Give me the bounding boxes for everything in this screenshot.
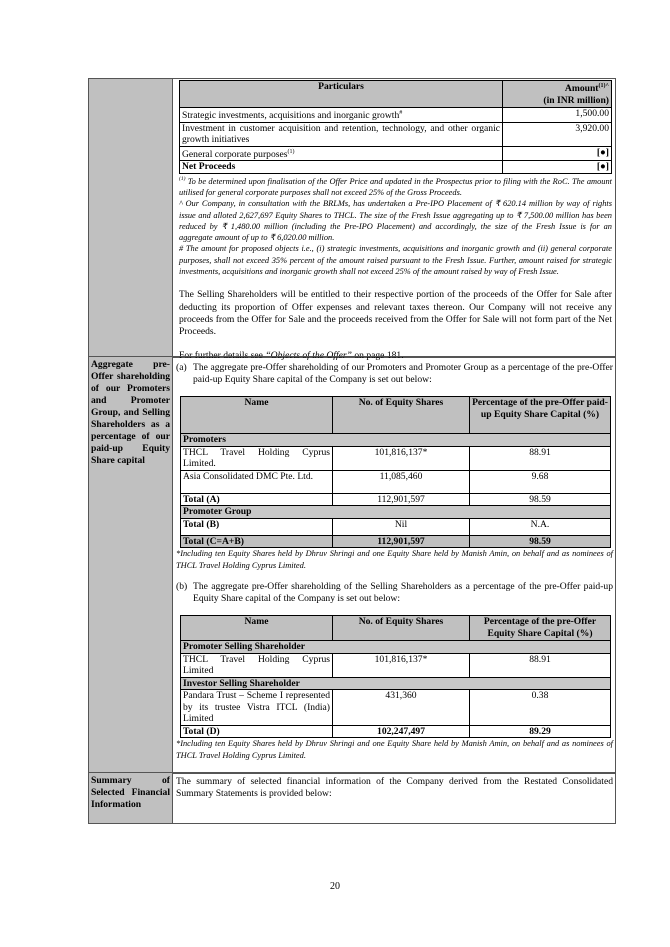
- further-details: For further details see “Objects of the Offer” on page 181.: [179, 350, 404, 362]
- objects-table: [179, 80, 612, 174]
- objects-row: [88, 78, 616, 362]
- objects-footnotes: $^{(1)}$ To be determined upon finalisation of the Offer Price and updated in the Prospectus prior to filing with the RoC. The amount utilised for general corporate purposes shall not exceed 25% of the Gross Proceeds. ^ Our Company, in consultation with the BRLMs, has undertaken a Pre-IPO Placement of ₹ 620.14 million by way of rights issue and alloted 2,627,697 Equity Shares to THCL. The size of the Fresh Issue aggregating up to ₹ 7,500.00 million has been reduced by ₹ 1,480.00 million (including the Pre-IPO Placement) and accordingly, the size of the Fresh Issue is for an aggregate amount of up to ₹ 6,020.00 million. # The amount for proposed objects i.e., (i) strategic investments, acquisitions and inorganic growth and (ii) general corporate purposes, shall not exceed 35% percent of the amount raised pursuant to the Fresh Issue. Further, amount raised for strategic investments, acquisitions and inorganic growth shall not exceed 25% of the amount raised by way of Fresh Issue.: [179, 175, 612, 277]
- item-a-text: (a) The aggregate pre-Offer shareholding of our Promoters and Promoter Group as a percentage of the pre-Offer paid-up Equity Share capital of the Company is set out below:: [176, 362, 613, 386]
- selling-shareholding-table: Name No. of Equity Shares Percentage of the pre-Offer Equity Share Capital (%) Promoter Selling Shareholder THCL Travel Holding Cyprus Limited 101,816,137* 88.91 Investor Selling Shareholder Pandara Trust – Scheme I represented by its trustee Vistra ITCL (India) Limited 431,360 0.38 Total (D) 102,247,497 89.29: [180, 615, 611, 738]
- promoter-shareholding-table: Name No. of Equity Shares Percentage of the pre-Offer paid-up Equity Share Capital (%) Promoters THCL Travel Holding Cyprus Limited. 101,816,137* 88.91 Asia Consolidated DMC Pte. Ltd. 11,085,460 9.68 Total (A) 112,901,597 98.59 Promoter Group Total (B) Nil N.A. Total (C=A+B) 112,901,597 98.59: [180, 396, 611, 548]
- selling-shareholders-paragraph: The Selling Shareholders will be entitled to their respective portion of the proceeds of the Offer for Sale after deducting its proportion of Offer expenses and relevant taxes thereon. Our Company will not receive any proceeds from the Offer for Sale and the proceeds received from the Offer for Sale will not form part of the Net Proceeds.: [179, 289, 612, 337]
- financial-summary-text: The summary of selected financial information of the Company derived from the Restated Consolidated Summary Statements is provided below:: [176, 776, 613, 800]
- row-label: Aggregate pre-Offer shareholding of our Promoters and Promoter Group, and Selling Shareholders as a percentage of our paid-up Equity Share capital: [89, 357, 173, 773]
- shareholding-row: [88, 356, 616, 774]
- header-particulars: Particulars: [180, 81, 503, 108]
- table-row: Total (B) Nil N.A.: [181, 518, 611, 535]
- table-row: Total (A) 112,901,597 98.59: [181, 493, 611, 506]
- table-row: General corporate purposes$^{(1)}$ [●]: [180, 146, 612, 161]
- table-row: THCL Travel Holding Cyprus Limited 101,816,137* 88.91: [181, 653, 611, 677]
- table-row: THCL Travel Holding Cyprus Limited. 101,816,137* 88.91: [181, 446, 611, 470]
- table-row: Pandara Trust – Scheme I represented by its trustee Vistra ITCL (India) Limited 431,360 0.38: [181, 690, 611, 726]
- footnote-b: *Including ten Equity Shares held by Dhruv Shringi and one Equity Share held by Manish Amin, on behalf and as nominees of THCL Travel Holding Cyprus Limited.: [176, 739, 613, 760]
- item-b-text: (b) The aggregate pre-Offer shareholding of the Selling Shareholders as a percentage of the pre-Offer paid-up Equity Share capital of the Company is set out below:: [176, 581, 613, 605]
- header-amount: Amount$^{(1)\^{}}$ (in INR million): [503, 81, 612, 108]
- table-row: Net Proceeds [●]: [180, 161, 612, 174]
- row-label: Summary of Selected Financial Information: [89, 773, 173, 823]
- row-label-empty: [89, 79, 173, 357]
- financial-summary-row: [88, 772, 616, 824]
- footnote-a: *Including ten Equity Shares held by Dhruv Shringi and one Equity Share held by Manish Amin, on behalf and as nominees of THCL Travel Holding Cyprus Limited.: [176, 549, 613, 570]
- table-row: Investment in customer acquisition and retention, technology, and other organic growth initiatives 3,920.00: [180, 122, 612, 146]
- table-row: Strategic investments, acquisitions and inorganic growth# 1,500.00: [180, 108, 612, 123]
- page-number: 20: [330, 881, 340, 892]
- table-row: Asia Consolidated DMC Pte. Ltd. 11,085,460 9.68: [181, 470, 611, 493]
